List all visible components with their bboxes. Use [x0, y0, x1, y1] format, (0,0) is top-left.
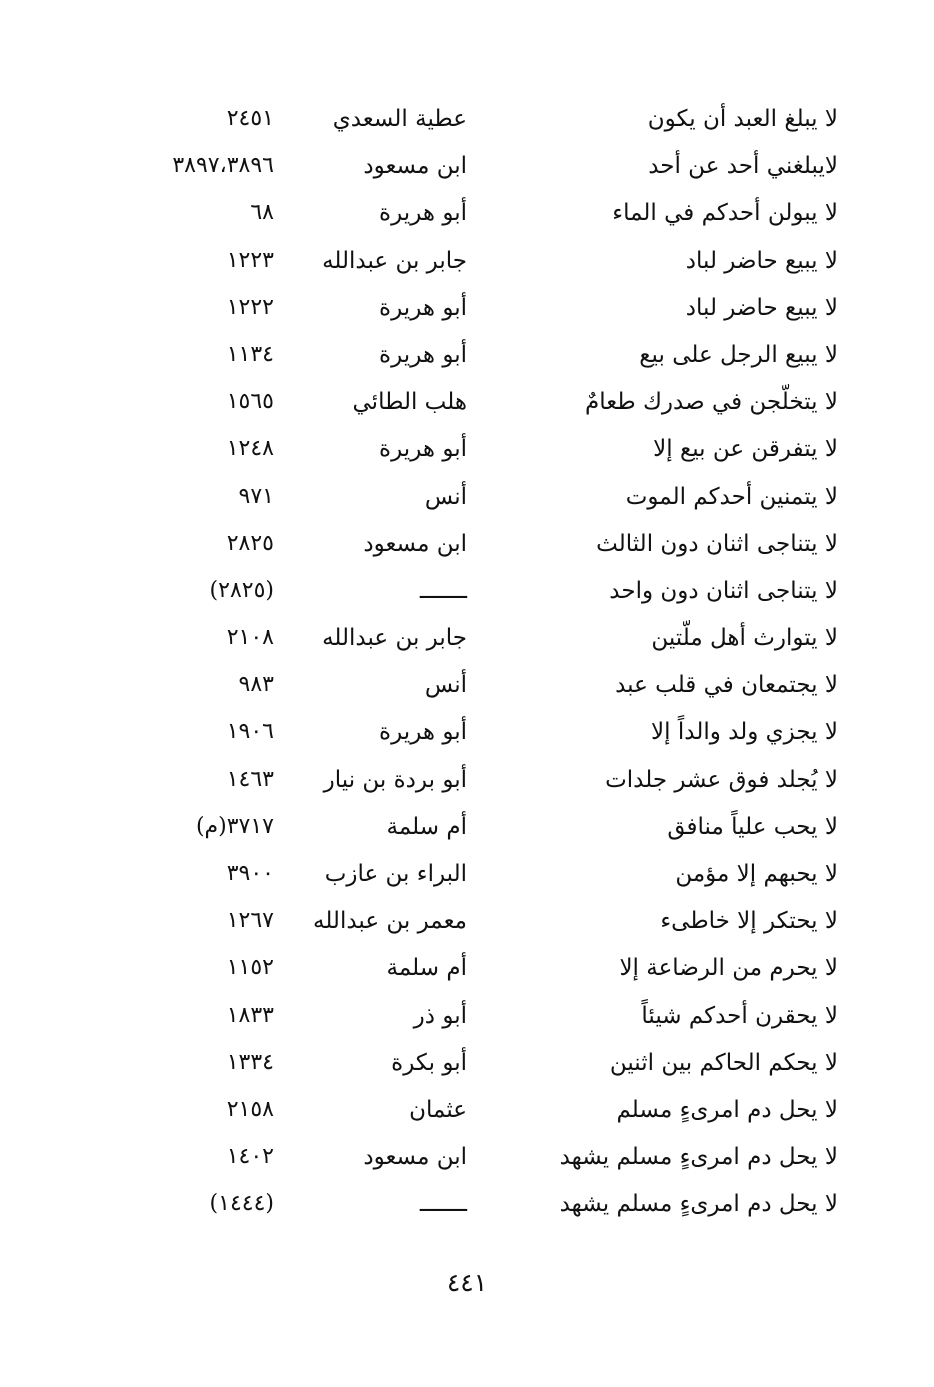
hadith-reference-number: ١٢٢٢: [226, 294, 274, 320]
hadith-reference-number: ٢١٠٨: [226, 625, 274, 651]
narrator-name: أبو هريرة: [379, 719, 467, 746]
hadith-text: لا يتمنين أحدكم الموت: [625, 483, 838, 510]
hadith-text: لا يبيع حاضر لباد: [685, 294, 838, 321]
hadith-text: لا يحقرن أحدكم شيئاً: [641, 1002, 838, 1029]
table-row: [120, 96, 850, 143]
table-row: [120, 1181, 850, 1228]
table-row: [120, 474, 850, 521]
hadith-text: لا يحكم الحاكم بين اثنين: [609, 1049, 838, 1076]
hadith-text: لا يحرم من الرضاعة إلا: [619, 955, 838, 982]
hadith-text: لا يتناجى اثنان دون الثالث: [596, 530, 838, 557]
table-row: [120, 426, 850, 473]
hadith-text: لا يحل دم امرىءٍ مسلم: [616, 1096, 838, 1123]
table-row: [120, 757, 850, 804]
table-row: [120, 1134, 850, 1181]
table-row: [120, 898, 850, 945]
narrator-name: ابن مسعود: [363, 1144, 467, 1171]
table-row: [120, 238, 850, 285]
hadith-reference-number: ١٣٣٤: [226, 1049, 274, 1075]
hadith-text: لا يحل دم امرىءٍ مسلم يشهد: [559, 1144, 838, 1171]
narrator-name: أنس: [424, 483, 467, 510]
narrator-name: جابر بن عبدالله: [322, 625, 467, 652]
narrator-name: أم سلمة: [386, 813, 467, 840]
narrator-name: أبو هريرة: [379, 294, 467, 321]
hadith-text: لايبلغني أحد عن أحد: [648, 153, 838, 180]
table-row: [120, 332, 850, 379]
page-number: ٤٤١: [446, 1268, 488, 1297]
hadith-reference-number: ٢١٥٨: [226, 1096, 274, 1122]
narrator-name: أم سلمة: [386, 955, 467, 982]
table-row: [120, 945, 850, 992]
narrator-name: عطية السعدي: [332, 106, 467, 132]
narrator-dash: ـــــــ: [419, 577, 467, 604]
table-row: [120, 709, 850, 756]
table-row: [120, 379, 850, 426]
hadith-reference-number: ١١٥٢: [226, 955, 274, 981]
narrator-name: أبو بكرة: [391, 1049, 467, 1076]
narrator-name: هلب الطائي: [352, 389, 467, 416]
narrator-name: البراء بن عازب: [324, 861, 467, 887]
table-row: [120, 615, 850, 662]
hadith-text: لا يبيع الرجل على بيع: [639, 341, 838, 368]
table-row: [120, 190, 850, 237]
table-row: [120, 804, 850, 851]
hadith-text: لا يجزي ولد والداً إلا: [651, 719, 838, 746]
narrator-name: أبو بردة بن نيار: [323, 766, 467, 793]
table-row: [120, 143, 850, 190]
narrator-name: أبو هريرة: [379, 436, 467, 463]
hadith-text: لا يُجلد فوق عشر جلدات: [605, 766, 838, 793]
hadith-reference-number: ٣٧١٧(م): [195, 813, 274, 839]
hadith-text: لا يتفرقن عن بيع إلا: [653, 436, 838, 463]
hadith-text: لا يجتمعان في قلب عبد: [615, 672, 838, 699]
hadith-reference-number: ١٨٣٣: [226, 1002, 274, 1028]
hadith-text: لا يحب علياً منافق: [667, 813, 838, 840]
table-row: [120, 285, 850, 332]
table-row: [120, 568, 850, 615]
table-row: [120, 662, 850, 709]
hadith-text: لا يبيع حاضر لباد: [685, 247, 838, 274]
table-row: [120, 993, 850, 1040]
hadith-reference-number: ٢٤٥١: [226, 106, 274, 131]
hadith-reference-number: ١٩٠٦: [226, 719, 274, 745]
hadith-reference-number: ١١٣٤: [226, 341, 274, 367]
table-row: [120, 851, 850, 898]
narrator-name: جابر بن عبدالله: [322, 247, 467, 274]
narrator-name: أبو هريرة: [379, 341, 467, 368]
narrator-name: أبو هريرة: [379, 200, 467, 227]
table-row: [120, 521, 850, 568]
hadith-reference-number: ١٤٠٢: [226, 1144, 274, 1170]
hadith-text: لا يتناجى اثنان دون واحد: [609, 577, 838, 604]
narrator-name: معمر بن عبدالله: [312, 908, 467, 935]
hadith-text: لا يحل دم امرىءٍ مسلم يشهد: [559, 1191, 838, 1218]
hadith-reference-number: ١٥٦٥: [226, 389, 274, 415]
table-row: [120, 1040, 850, 1087]
hadith-reference-number: ٣٨٩٧،٣٨٩٦: [172, 153, 274, 179]
hadith-reference-number: ٩٧١: [238, 483, 274, 509]
hadith-reference-number: ٢٨٢٥: [226, 530, 274, 556]
hadith-reference-number: ٣٩٠٠: [226, 861, 274, 886]
narrator-name: أبو ذر: [413, 1002, 467, 1029]
hadith-text: لا يحتكر إلا خاطىء: [660, 908, 838, 935]
narrator-dash: ـــــــ: [419, 1191, 467, 1218]
hadith-text: لا يتوارث أهل ملّتين: [651, 625, 838, 652]
hadith-text: لا يتخلّجن في صدرك طعامٌ: [585, 389, 838, 416]
hadith-reference-number: ١٤٦٣: [226, 766, 274, 792]
hadith-reference-number: ١٢٦٧: [226, 908, 274, 934]
narrator-name: أنس: [424, 672, 467, 699]
hadith-reference-number: (١٤٤٤): [209, 1191, 274, 1217]
hadith-index-table: [120, 96, 850, 1229]
hadith-reference-number: ٩٨٣: [238, 672, 274, 698]
hadith-reference-number: ١٢٤٨: [226, 436, 274, 462]
hadith-text: لا يبلغ العبد أن يكون: [647, 106, 838, 132]
hadith-reference-number: ١٢٢٣: [226, 247, 274, 273]
narrator-name: ابن مسعود: [363, 530, 467, 557]
narrator-name: ابن مسعود: [363, 153, 467, 180]
hadith-text: لا يحبهم إلا مؤمن: [675, 861, 838, 887]
hadith-reference-number: ٦٨: [250, 200, 274, 226]
table-row: [120, 1087, 850, 1134]
narrator-name: عثمان: [409, 1096, 467, 1123]
hadith-text: لا يبولن أحدكم في الماء: [612, 200, 838, 227]
hadith-reference-number: (٢٨٢٥): [209, 577, 274, 603]
